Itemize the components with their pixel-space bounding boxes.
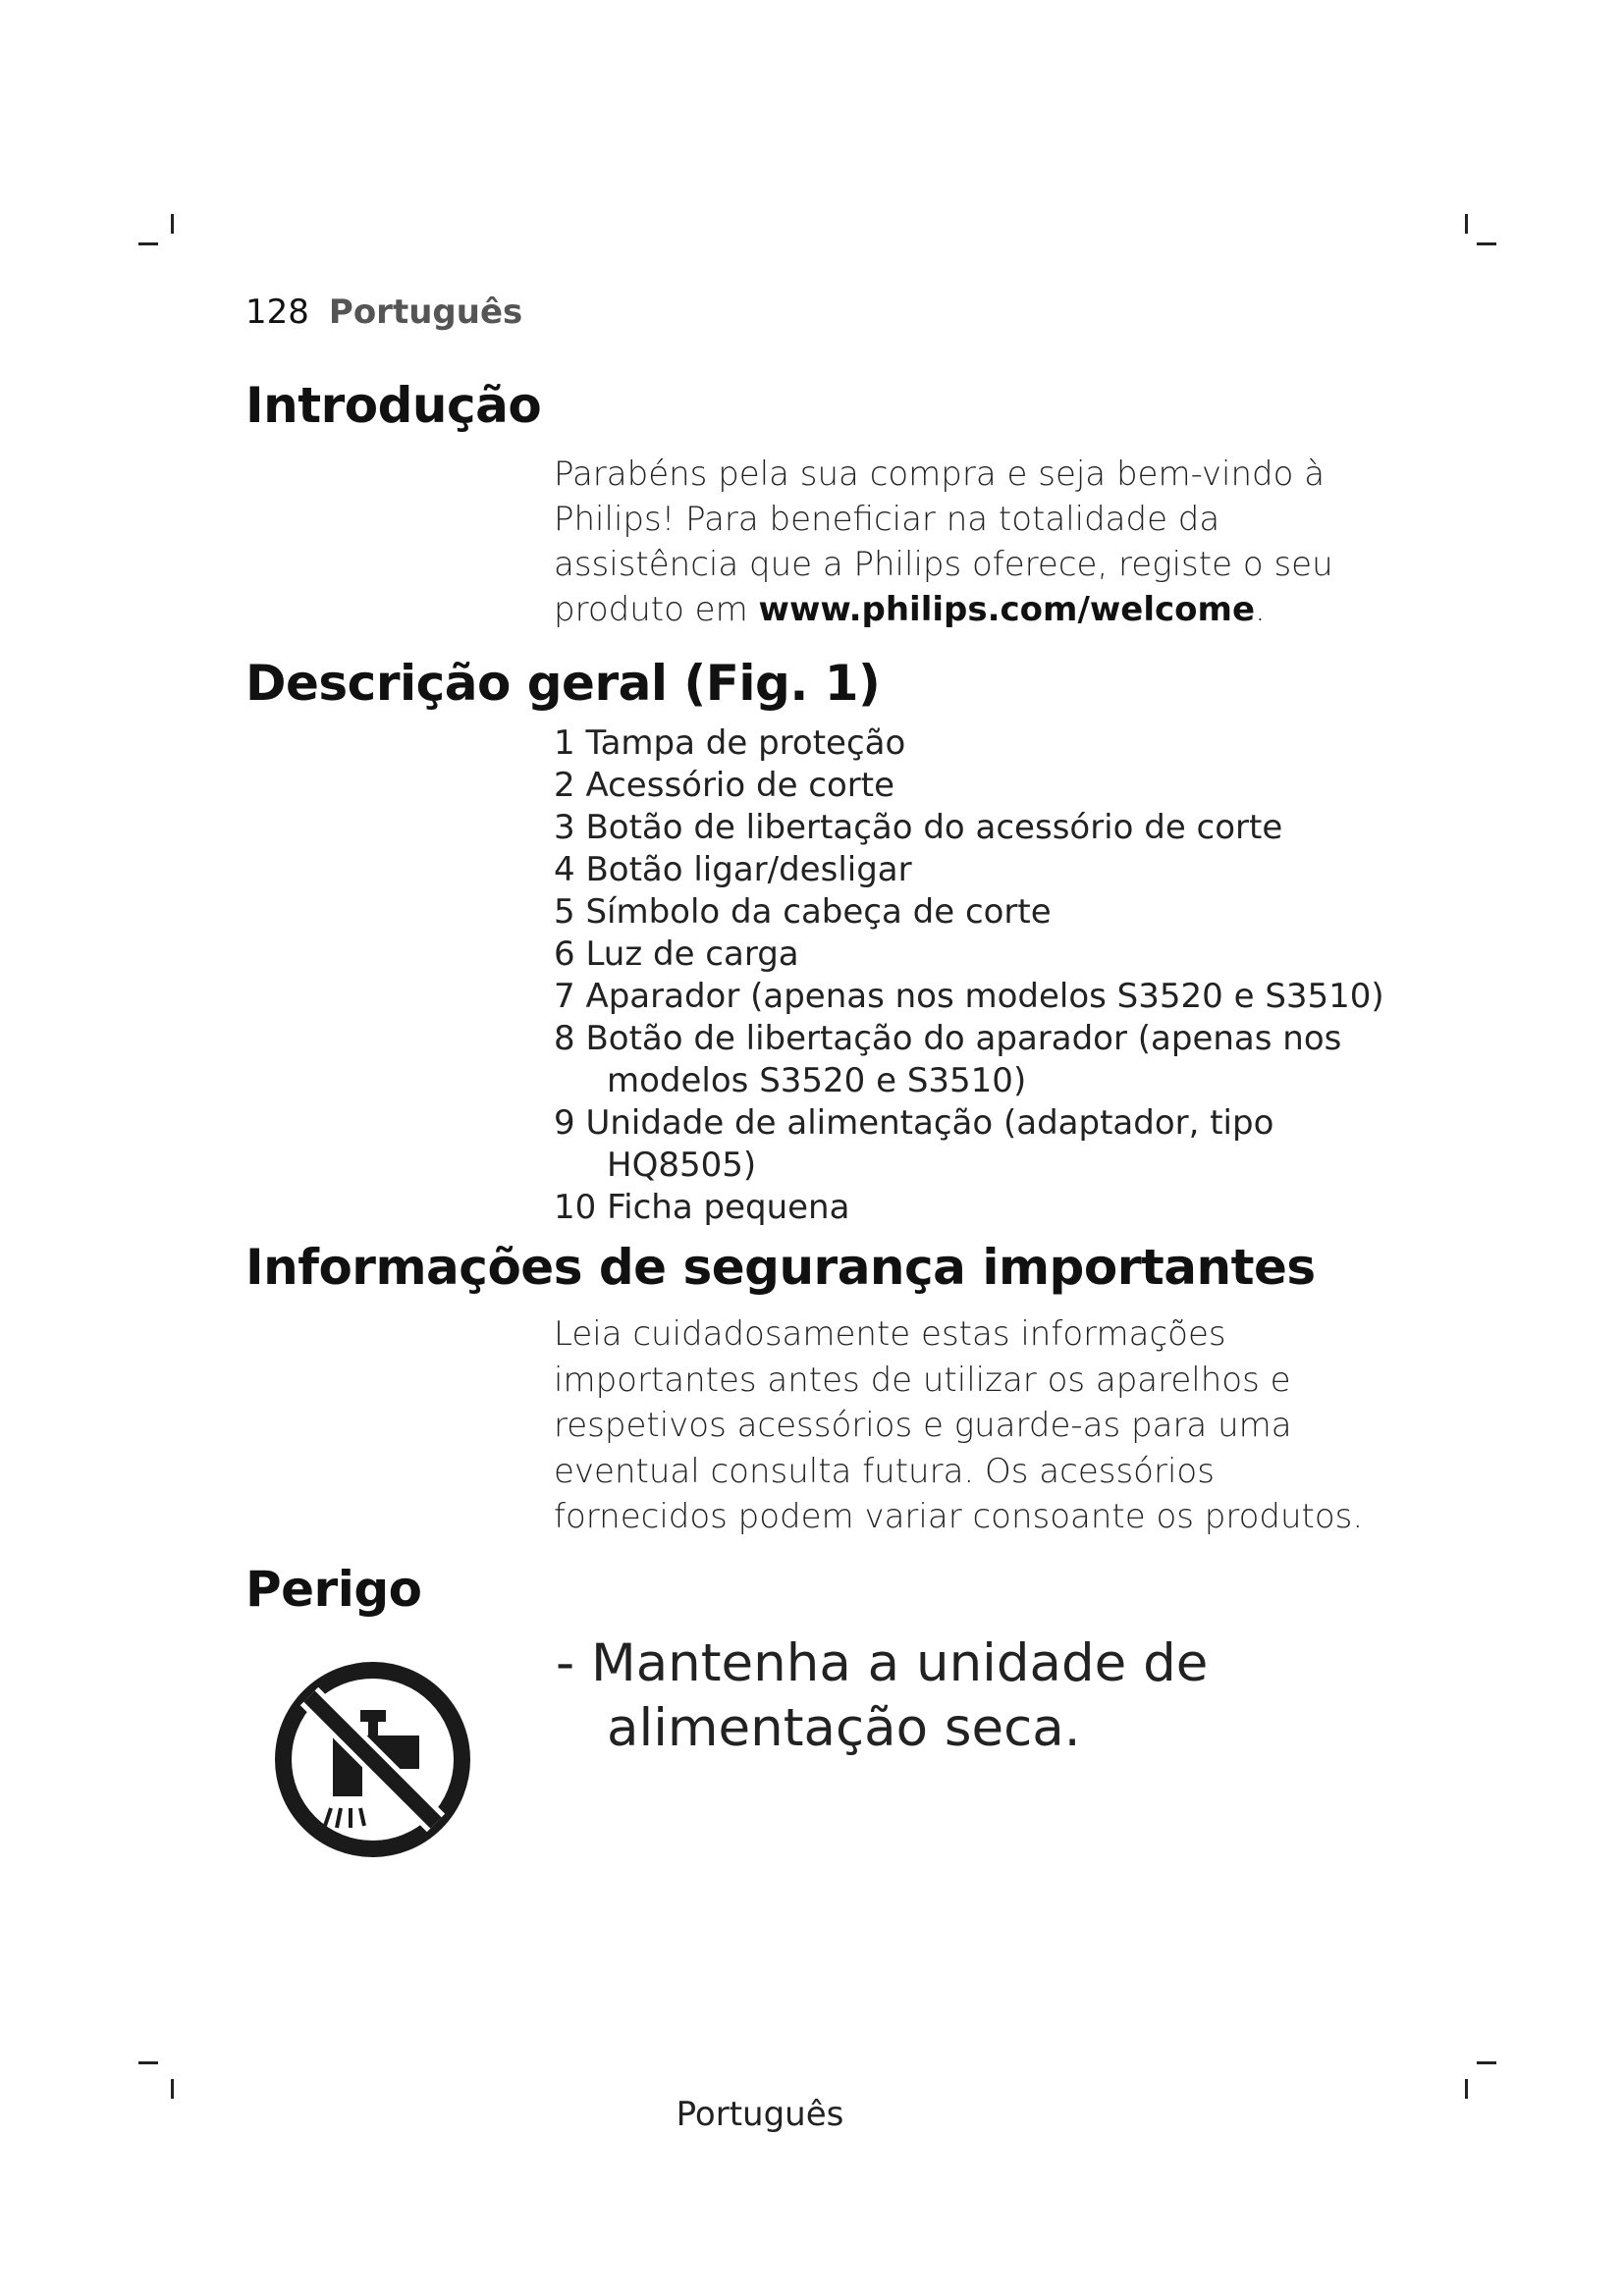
overview-list-item <box>554 765 1412 807</box>
item-number: 1 <box>554 723 575 763</box>
crop-mark <box>1477 242 1496 245</box>
crop-mark <box>171 214 174 234</box>
intro-paragraph <box>554 452 1398 632</box>
overview-list-item <box>554 934 1412 976</box>
overview-list-item <box>554 1018 1412 1102</box>
item-text: Símbolo da cabeça de corte <box>585 892 1052 932</box>
item-number: 3 <box>554 808 575 847</box>
overview-list-item <box>554 1102 1412 1187</box>
overview-list-item <box>554 849 1412 891</box>
intro-text: Parabéns pela sua compra e seja bem-vindo à Philips! Para beneficiar na totalidade da assistência que a Philips oferece, registe o seu produto em <box>554 454 1333 629</box>
item-number: 5 <box>554 892 575 932</box>
intro-text-end: . <box>1255 590 1266 629</box>
page-header <box>245 293 522 332</box>
safety-heading: Informações de segurança importantes <box>245 1239 1316 1296</box>
item-text: Botão de libertação do acessório de corte <box>585 808 1283 847</box>
overview-list-item <box>554 722 1412 765</box>
overview-list <box>554 722 1412 1229</box>
item-number: 7 <box>554 977 575 1016</box>
item-text: Unidade de alimentação (adaptador, tipo HQ8505) <box>585 1103 1274 1185</box>
item-text: Tampa de proteção <box>585 723 906 763</box>
overview-list-item <box>554 976 1412 1018</box>
crop-mark <box>1465 214 1468 234</box>
danger-heading: Perigo <box>245 1561 422 1618</box>
intro-heading: Introdução <box>245 377 542 434</box>
overview-list-item <box>554 807 1412 849</box>
page-number: 128 <box>245 293 309 332</box>
crop-mark <box>1477 2061 1496 2064</box>
item-number: 8 <box>554 1019 575 1058</box>
welcome-link[interactable]: www.philips.com/welcome <box>758 590 1255 629</box>
item-number: 9 <box>554 1103 575 1143</box>
page-footer: Português <box>676 2095 844 2134</box>
crop-mark <box>138 242 158 245</box>
overview-heading: Descrição geral (Fig. 1) <box>245 655 881 712</box>
item-text: Ficha pequena <box>607 1188 850 1227</box>
header-language: Português <box>328 293 523 332</box>
item-text: Botão de libertação do aparador (apenas nos modelos S3520 e S3510) <box>585 1019 1342 1100</box>
item-text: Luz de carga <box>585 934 799 974</box>
overview-list-item <box>554 891 1412 934</box>
no-water-tap-icon <box>272 1659 473 1860</box>
crop-mark <box>138 2061 158 2064</box>
item-number: 10 <box>554 1188 597 1227</box>
danger-item: - Mantenha a unidade de alimentação seca. <box>556 1633 1209 1758</box>
safety-paragraph: Leia cuidadosamente estas informações importantes antes de utilizar os aparelhos e respetivos acessórios e guarde-as para uma eventual consulta futura. Os acessórios fornecidos podem variar consoante os produtos. <box>554 1314 1364 1536</box>
item-text: Aparador (apenas nos modelos S3520 e S3510) <box>585 977 1384 1016</box>
item-text: Botão ligar/desligar <box>585 850 912 889</box>
overview-list-item <box>554 1187 1412 1229</box>
item-text: Acessório de corte <box>585 766 895 805</box>
item-number: 2 <box>554 766 575 805</box>
item-number: 6 <box>554 934 575 974</box>
item-number: 4 <box>554 850 575 889</box>
